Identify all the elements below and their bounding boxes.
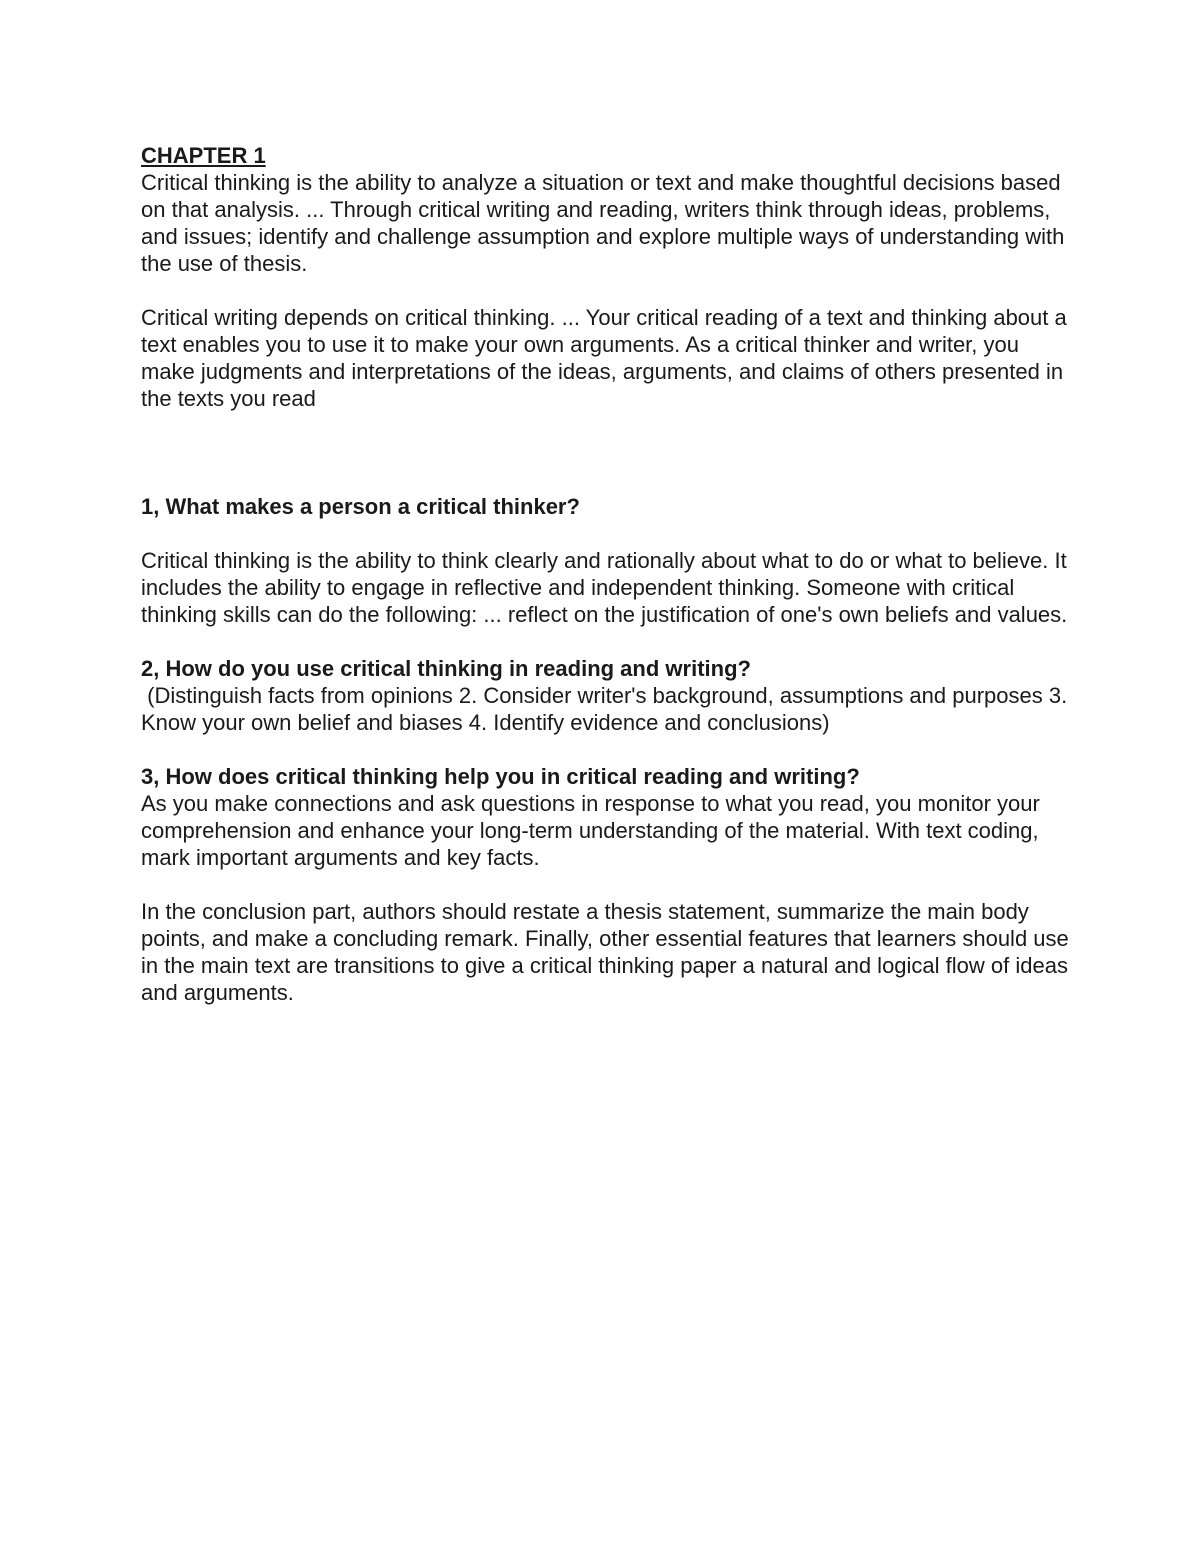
spacer (141, 871, 1071, 898)
spacer (141, 412, 1071, 466)
closing-paragraph: In the conclusion part, authors should restate a thesis statement, summarize the main body points, and make a concluding remark. Finally, other essential features that learners should use in the main text are transitions to give a critical thinking paper a natural and logical flow of ideas and arguments. (141, 899, 1069, 1005)
chapter-title: CHAPTER 1 (141, 143, 266, 168)
intro-paragraph-1: Critical thinking is the ability to analyze a situation or text and make thoughtful decisions based on that analysis. ... Through critical writing and reading, writers think through ideas, problems, and issues; identify and challenge assumption and explore multiple ways of understanding with the use of thesis. (141, 170, 1065, 276)
question-1-answer: Critical thinking is the ability to think clearly and rationally about what to do or what to believe. It includes the ability to engage in reflective and independent thinking. Someone with critical thinking skills can do the following: ... reflect on the justification of one's own beliefs and values. (141, 548, 1068, 627)
intro-paragraph-2: Critical writing depends on critical thinking. ... Your critical reading of a text and thinking about a text enables you to use it to make your own arguments. As a critical thinker and writer, you make judgments and interpretations of the ideas, arguments, and claims of others presented in the texts you read (141, 305, 1067, 411)
spacer (141, 736, 1071, 763)
document-page (141, 142, 1074, 1006)
spacer (141, 277, 1071, 304)
spacer (141, 628, 1071, 655)
spacer (141, 466, 1071, 493)
question-2-heading: 2, How do you use critical thinking in reading and writing? (141, 656, 751, 681)
question-3-heading: 3, How does critical thinking help you in critical reading and writing? (141, 764, 860, 789)
spacer (141, 520, 1071, 547)
question-1-heading: 1, What makes a person a critical thinker? (141, 494, 580, 519)
question-3-answer: As you make connections and ask questions in response to what you read, you monitor your comprehension and enhance your long-term understanding of the material. With text coding, mark important arguments and key facts. (141, 791, 1040, 870)
question-2-answer: (Distinguish facts from opinions 2. Consider writer's background, assumptions and purposes 3. Know your own belief and biases 4. Identify evidence and conclusions) (141, 683, 1074, 735)
